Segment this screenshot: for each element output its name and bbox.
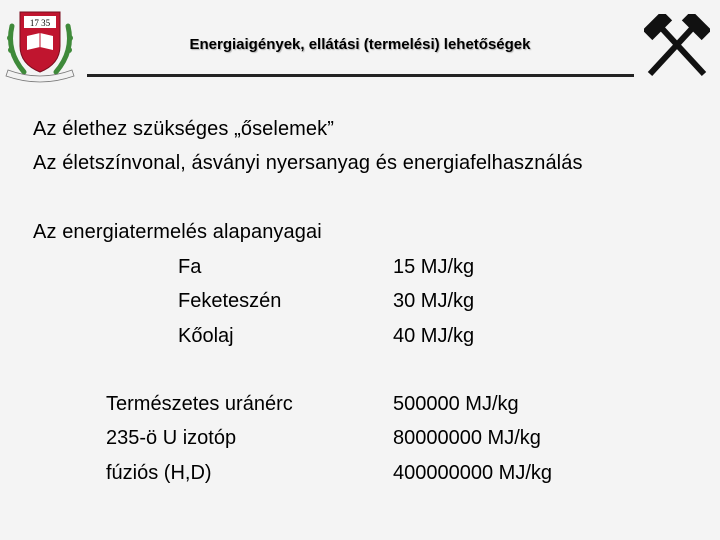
- resource-value: 30 MJ/kg: [393, 290, 475, 312]
- text-line-energy-sources: Az energiatermelés alapanyagai: [33, 221, 322, 243]
- resource-name: fúziós (H,D): [106, 462, 212, 484]
- title-underline: [87, 74, 634, 77]
- resource-name: Kőolaj: [178, 325, 234, 347]
- university-crest-logo: [2, 6, 78, 86]
- resource-value: 80000000 MJ/kg: [393, 427, 541, 449]
- text-line-primordial-elements: Az élethez szükséges „őselemek”: [33, 118, 335, 140]
- resource-value: 40 MJ/kg: [393, 325, 475, 347]
- resource-value: 400000000 MJ/kg: [393, 462, 553, 484]
- resource-value: 15 MJ/kg: [393, 256, 475, 278]
- slide-title: Energiaigények, ellátási (termelési) lehetőségek: [189, 36, 531, 53]
- resource-name: Feketeszén: [178, 290, 282, 312]
- resource-name: Fa: [178, 256, 202, 278]
- text-line-living-standard: Az életszínvonal, ásványi nyersanyag és energiafelhasználás: [33, 152, 583, 174]
- crossed-hammers-icon: [644, 14, 710, 80]
- resource-value: 500000 MJ/kg: [393, 393, 519, 415]
- resource-name: 235-ö U izotóp: [106, 427, 237, 449]
- resource-name: Természetes uránérc: [106, 393, 293, 415]
- svg-text:17 35: 17 35: [29, 18, 51, 28]
